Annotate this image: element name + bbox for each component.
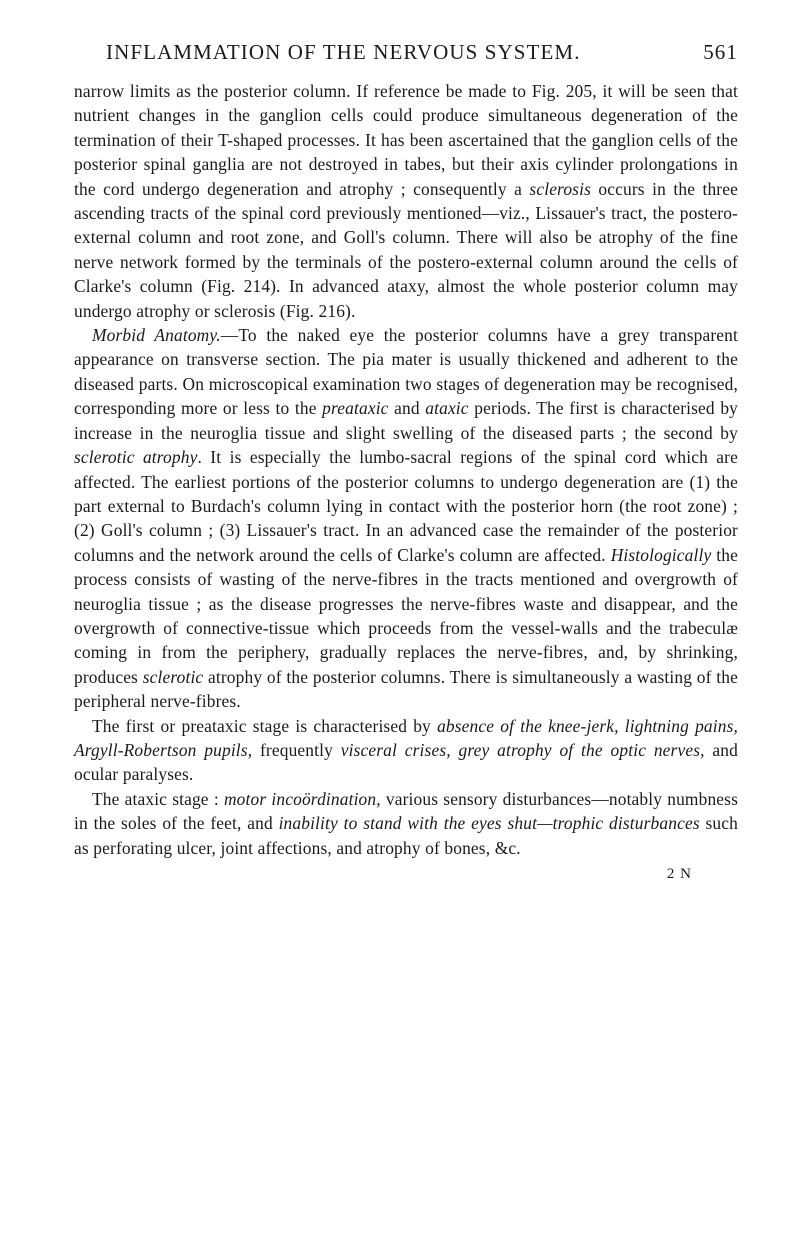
paragraph-ataxic-stage: [74, 787, 738, 860]
text-run: The ataxic stage :: [92, 788, 224, 809]
text-run: . It is especially the lumbo-sacral regions of the spinal cord which are affected. The earliest portions of the posterior columns to undergo degeneration are (1) the part external to Burdach's column lying in contact with the posterior horn (the root zone) ; (2) Goll's column ; (3) Lissauer's tract. In an advanced case the remainder of the posterior columns and the network around the cells of Clarke's column are affected.: [74, 447, 738, 565]
italic-text-run: Morbid Anatomy.: [92, 325, 221, 346]
text-run: and ocular paralyses.: [74, 739, 738, 785]
italic-text-run: sclerotic: [142, 666, 204, 687]
paragraph-preataxic-stage: [74, 714, 738, 787]
paragraph-morbid-anatomy: [74, 323, 738, 714]
page-number: 561: [703, 40, 738, 64]
italic-text-run: Histologically: [610, 544, 712, 565]
italic-text-run: inability to stand with the eyes shut—trophic disturbances: [278, 813, 700, 834]
text-run: frequently: [252, 739, 341, 760]
text-run: narrow limits as the posterior column. If reference be made to Fig. 205, it will be seen that nutrient changes in the ganglion cells could produce simultaneous degeneration of the termination of their T-shaped processes. It has been ascertained that the ganglion cells of the posterior spinal ganglia are not destroyed in tabes, but their axis cylinder prolongations in the cord undergo degeneration and atrophy ; consequently a: [74, 81, 738, 199]
running-title: INFLAMMATION OF THE NERVOUS SYSTEM.: [106, 40, 581, 64]
text-run: —To the naked eye the posterior columns have a grey transparent appearance on transverse section. The pia mater is usually thickened and adherent to the diseased parts. On microscopical examination two stages of degeneration may be recognised, corresponding more or less to the: [74, 325, 738, 419]
italic-text-run: absence of the knee-jerk, lightning pains, Argyll-Robertson pupils,: [74, 715, 739, 760]
book-page: [74, 40, 738, 883]
italic-text-run: motor incoördination,: [223, 788, 381, 809]
text-run: atrophy of the posterior columns. There is simultaneously a wasting of the peripheral nerve-fibres.: [74, 666, 738, 712]
italic-text-run: preataxic: [322, 398, 389, 419]
italic-text-run: sclerotic atrophy: [74, 447, 198, 468]
body-text: [74, 79, 738, 860]
italic-text-run: visceral crises, grey atrophy of the optic nerves,: [340, 739, 705, 760]
italic-text-run: sclerosis: [529, 178, 591, 199]
text-run: occurs in the three ascending tracts of the spinal cord previously mentioned—viz., Lissauer's tract, the postero-external column and root zone, and Goll's column. There will also be atrophy of the fine nerve network formed by the terminals of the postero-external column around the cells of Clarke's column (Fig. 214). In advanced ataxy, almost the whole posterior column may undergo atrophy or sclerosis (Fig. 216).: [74, 178, 738, 321]
text-run: various sensory disturbances—notably numbness in the soles of the feet, and: [74, 788, 739, 834]
italic-text-run: ataxic: [425, 398, 469, 419]
text-run: periods. The first is characterised by increase in the neuroglia tissue and slight swelling of the diseased parts ; the second by: [74, 398, 739, 443]
signature-mark: 2 N: [666, 866, 692, 882]
running-header: [74, 40, 738, 65]
text-run: such as perforating ulcer, joint affections, and atrophy of bones, &c.: [74, 813, 738, 858]
paragraph-tabes-pathology: [74, 79, 738, 323]
text-run: the process consists of wasting of the nerve-fibres in the tracts mentioned and overgrowth of neuroglia tissue ; as the disease progresses the nerve-fibres waste and disappear, and the overgrowth of connective-tissue which proceeds from the vessel-walls and the trabeculæ coming in from the periphery, gradually replaces the nerve-fibres, and, by shrinking, produces: [74, 544, 738, 687]
text-run: and: [388, 398, 426, 419]
text-run: The first or preataxic stage is characterised by: [92, 715, 438, 736]
